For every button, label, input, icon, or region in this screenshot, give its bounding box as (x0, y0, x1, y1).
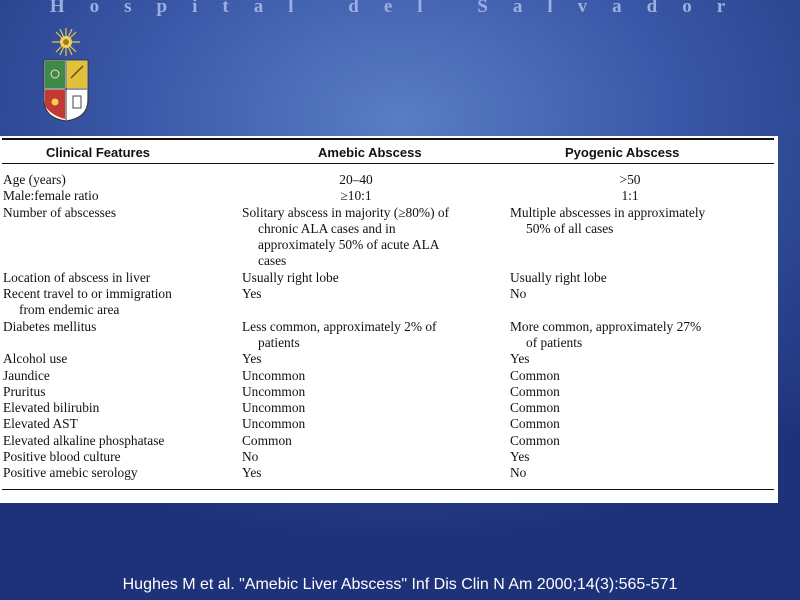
feature-cell (3, 188, 239, 204)
feature-cell (3, 400, 239, 416)
feature-cell-line: Age (years) (3, 172, 66, 187)
feature-cell (3, 319, 239, 335)
feature-cell-line: Alcohol use (3, 351, 68, 367)
pyogenic-cell (510, 319, 760, 352)
feature-cell (3, 384, 239, 400)
citation: Hughes M et al. "Amebic Liver Abscess" Inf Dis Clin N Am 2000;14(3):565-571 (122, 576, 678, 593)
amebic-cell-line: Uncommon (242, 400, 306, 416)
hospital-title: Hospital del Salvador (49, 0, 751, 17)
amebic-cell (296, 172, 416, 188)
amebic-cell-line: Uncommon (242, 383, 306, 399)
feature-cell-line: Number of abscesses (3, 204, 117, 220)
feature-cell (3, 286, 239, 319)
pyogenic-cell-line: No (510, 465, 527, 481)
table-row (0, 270, 774, 286)
amebic-cell (242, 400, 500, 416)
header-pyogenic-abscess: Pyogenic Abscess (565, 145, 680, 160)
amebic-cell-line: No (242, 449, 259, 465)
amebic-cell-line: patients (258, 334, 300, 350)
amebic-cell (242, 286, 500, 302)
feature-cell (3, 449, 239, 465)
amebic-cell (242, 319, 500, 352)
comparison-table (0, 136, 778, 503)
pyogenic-cell-line: No (510, 286, 527, 302)
table-row (0, 351, 774, 367)
table-row (0, 188, 774, 204)
header-rule (2, 163, 774, 164)
pyogenic-cell (510, 449, 760, 465)
amebic-cell-line: 20–40 (339, 172, 373, 187)
pyogenic-cell (510, 400, 760, 416)
amebic-cell (242, 433, 500, 449)
feature-cell (3, 416, 239, 432)
header-clinical-features: Clinical Features (46, 145, 151, 160)
feature-cell (3, 172, 239, 188)
amebic-cell-line: Uncommon (242, 367, 306, 383)
feature-cell-line: Diabetes mellitus (3, 318, 97, 334)
feature-cell (3, 433, 239, 449)
amebic-cell-line: chronic ALA cases and in (258, 220, 396, 236)
amebic-cell (242, 449, 500, 465)
pyogenic-cell-line: Yes (510, 351, 530, 367)
pyogenic-cell-line: More common, approximately 27% (510, 318, 702, 334)
amebic-cell-line: approximately 50% of acute ALA (258, 237, 440, 253)
amebic-cell-line: Less common, approximately 2% of (242, 318, 437, 334)
table-row (0, 319, 774, 352)
university-shield-logo (38, 26, 94, 122)
amebic-cell (296, 188, 416, 204)
feature-cell-line: Pruritus (3, 383, 46, 399)
feature-cell-line: Jaundice (3, 367, 50, 383)
shield (44, 60, 88, 121)
feature-cell-line: Elevated AST (3, 416, 78, 432)
table-row (0, 368, 774, 384)
feature-cell-line: Male:female ratio (3, 188, 99, 204)
table-bottom-rule (2, 489, 774, 490)
pyogenic-cell-line: of patients (526, 334, 583, 350)
table-row (0, 433, 774, 449)
pyogenic-cell (570, 188, 690, 204)
amebic-cell-line: Yes (242, 286, 262, 302)
table-row (0, 400, 774, 416)
feature-cell (3, 205, 239, 221)
table-row (0, 205, 774, 270)
feature-cell-line: Elevated bilirubin (3, 400, 100, 416)
amebic-cell-line: Yes (242, 351, 262, 367)
pyogenic-cell-line: Common (510, 367, 560, 383)
pyogenic-cell (510, 205, 760, 238)
pyogenic-cell-line: >50 (619, 172, 641, 187)
amebic-cell (242, 351, 500, 367)
feature-cell (3, 368, 239, 384)
pyogenic-cell-line: Yes (510, 449, 530, 465)
feature-cell-line: Recent travel to or immigration (3, 286, 172, 302)
feature-cell (3, 351, 239, 367)
amebic-cell (242, 416, 500, 432)
feature-cell-line: Positive amebic serology (3, 465, 138, 481)
feature-cell-line: from endemic area (19, 302, 120, 318)
pyogenic-cell-line: Multiple abscesses in approximately (510, 204, 706, 220)
feature-cell-line: Location of abscess in liver (3, 269, 151, 285)
amebic-cell (242, 368, 500, 384)
amebic-cell-line: Yes (242, 465, 262, 481)
pyogenic-cell (510, 384, 760, 400)
table-body (0, 172, 774, 482)
pyogenic-cell (510, 433, 760, 449)
table-row (0, 416, 774, 432)
amebic-cell (242, 205, 500, 270)
pyogenic-cell-line: 50% of all cases (526, 220, 614, 236)
pyogenic-cell (570, 172, 690, 188)
pyogenic-cell-line: Usually right lobe (510, 269, 607, 285)
amebic-cell-line: Uncommon (242, 416, 306, 432)
amebic-cell (242, 465, 500, 481)
feature-cell (3, 270, 239, 286)
pyogenic-cell (510, 351, 760, 367)
amebic-cell-line: ≥10:1 (340, 188, 372, 204)
pyogenic-cell-line: Common (510, 383, 560, 399)
amebic-cell-line: Common (242, 432, 292, 448)
pyogenic-cell-line: 1:1 (621, 188, 639, 204)
amebic-cell-line: Solitary abscess in majority (≥80%) of (242, 204, 450, 220)
table-row (0, 384, 774, 400)
table-row (0, 465, 774, 481)
amebic-cell-line: Usually right lobe (242, 269, 339, 285)
star-emblem (52, 28, 80, 56)
amebic-cell-line: cases (258, 253, 287, 269)
pyogenic-cell (510, 286, 760, 302)
header-amebic-abscess: Amebic Abscess (318, 145, 422, 160)
amebic-cell (242, 270, 500, 286)
feature-cell-line: Elevated alkaline phosphatase (3, 432, 165, 448)
pyogenic-cell (510, 270, 760, 286)
pyogenic-cell (510, 416, 760, 432)
table-row (0, 449, 774, 465)
feature-cell-line: Positive blood culture (3, 449, 121, 465)
feature-cell (3, 465, 239, 481)
pyogenic-cell-line: Common (510, 400, 560, 416)
pyogenic-cell-line: Common (510, 432, 560, 448)
table-top-rule (2, 138, 774, 140)
pyogenic-cell (510, 368, 760, 384)
table-row (0, 172, 774, 188)
amebic-cell (242, 384, 500, 400)
pyogenic-cell-line: Common (510, 416, 560, 432)
pyogenic-cell (510, 465, 760, 481)
table-row (0, 286, 774, 319)
